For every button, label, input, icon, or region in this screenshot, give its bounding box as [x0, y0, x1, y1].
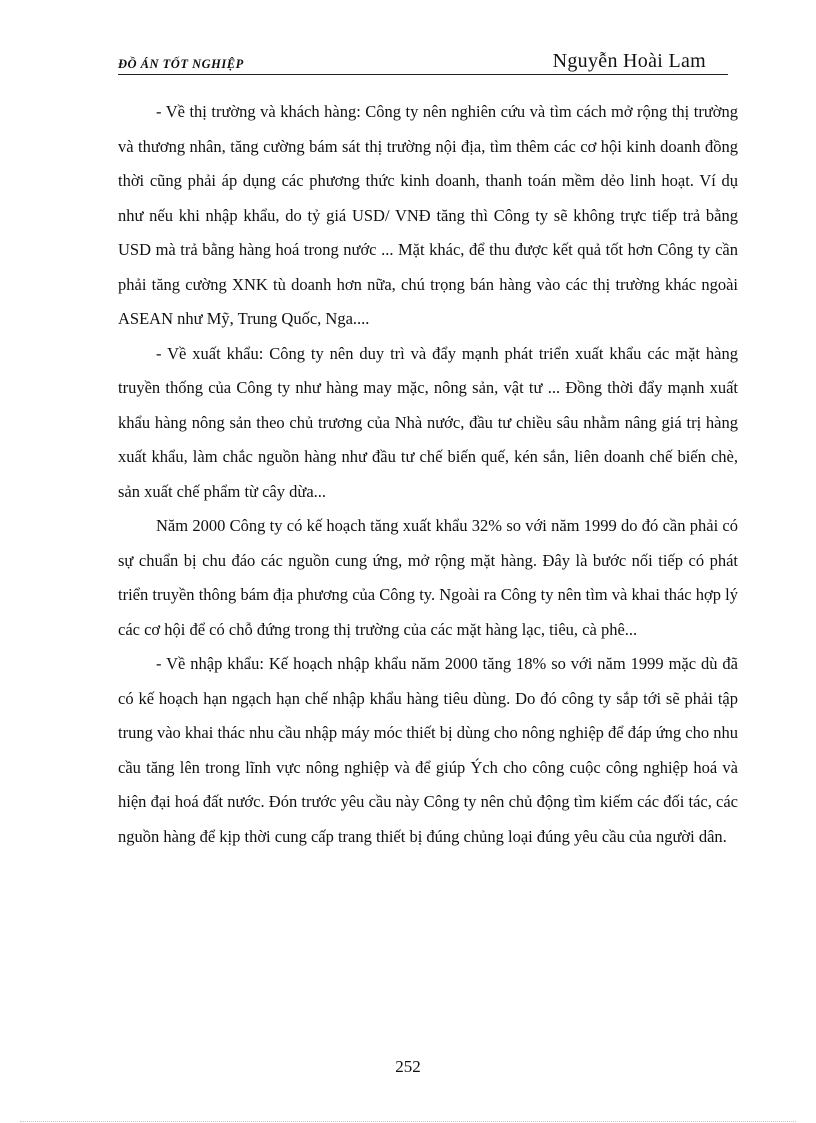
- paragraph-import: - Về nhập khẩu: Kế hoạch nhập khẩu năm 2000 tăng 18% so với năm 1999 mặc dù đã có kế hoạch hạn ngạch hạn chế nhập khẩu hàng tiêu dùng. Do đó công ty sắp tới sẽ phải tập trung vào khai thác nhu cầu nhập máy móc thiết bị dùng cho nông nghiệp để đáp ứng cho nhu cầu tăng lên trong lĩnh vực nông nghiệp và để giúp Ých cho công cuộc công nghiệp hoá và hiện đại hoá đất nước. Đón trước yêu cầu này Công ty nên chủ động tìm kiếm các đối tác, các nguồn hàng để kịp thời cung cấp trang thiết bị đúng chủng loại đúng yêu cầu của người dân.: [118, 654, 738, 846]
- page-header: [118, 46, 728, 75]
- document-body: [118, 95, 738, 854]
- header-title: ĐỒ ÁN TỐT NGHIỆP: [118, 57, 244, 71]
- paragraph-market-customers: - Về thị trường và khách hàng: Công ty nên nghiên cứu và tìm cách mở rộng thị trường và thương nhân, tăng cường bám sát thị trường nội địa, tìm thêm các cơ hội kinh doanh đồng thời cũng phải áp dụng các phương thức kinh doanh, thanh toán mềm dẻo linh hoạt. Ví dụ như nếu khi nhập khẩu, do tỷ giá USD/ VNĐ tăng thì Công ty sẽ không trực tiếp trả bằng USD mà trả bằng hàng hoá trong nước ... Mặt khác, để thu được kết quả tốt hơn Công ty cần phải tăng cường XNK tù doanh hơn nữa, chú trọng bán hàng vào các thị trường khác ngoài ASEAN như Mỹ, Trung Quốc, Nga....: [118, 102, 738, 328]
- paragraph-export: - Về xuất khẩu: Công ty nên duy trì và đẩy mạnh phát triển xuất khẩu các mặt hàng truyền thống của Công ty như hàng may mặc, nông sản, vật tư ... Đồng thời đẩy mạnh xuất khẩu hàng nông sản theo chủ trương của Nhà nước, đầu tư chiều sâu nhằm nâng giá trị hàng xuất khẩu, làm chắc nguồn hàng như đầu tư chế biến quế, kén sắn, liên doanh chế biến chè, sản xuất chế phẩm từ cây dừa...: [118, 343, 738, 501]
- header-author: Nguyễn Hoài Lam: [552, 50, 706, 72]
- page-number: 252: [395, 1057, 421, 1076]
- page-bottom-divider: [20, 1121, 796, 1122]
- paragraph-export-plan-2000: Năm 2000 Công ty có kế hoạch tăng xuất khẩu 32% so với năm 1999 do đó cần phải có sự chuẩn bị chu đáo các nguồn cung ứng, mở rộng mặt hàng. Đây là bước nối tiếp có phát triển truyền thông bám địa phương của Công ty. Ngoài ra Công ty nên tìm và khai thác hợp lý các cơ hội để có chỗ đứng trong thị trường của các mặt hàng lạc, tiêu, cà phê...: [118, 516, 738, 639]
